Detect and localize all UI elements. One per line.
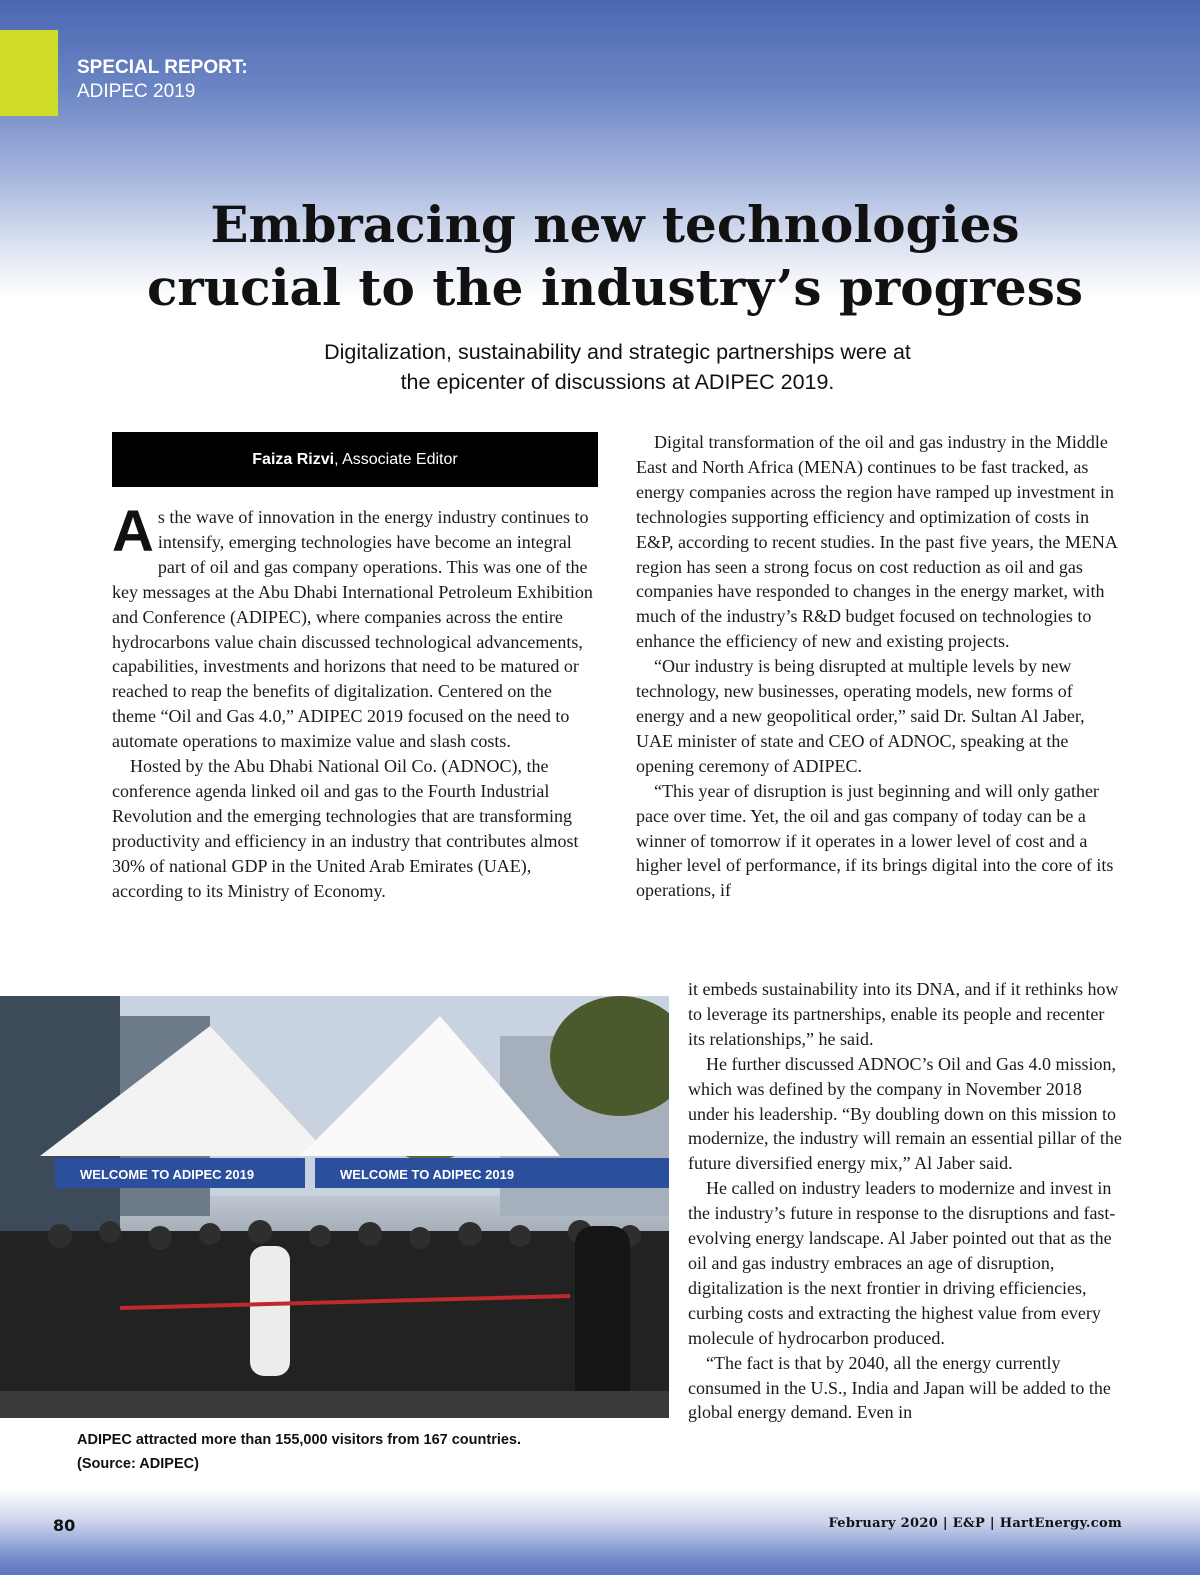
headline-line-2: crucial to the industry’s progress	[146, 258, 1084, 317]
paragraph: He further discussed ADNOC’s Oil and Gas 4.0 mission, which was defined by the company in November 2018 under his leadership. “By doubling down on this mission to modernize, the industry will remain an essential pillar of the future diversified energy mix,” Al Jaber said.	[688, 1053, 1122, 1174]
paragraph: it embeds sustainability into its DNA, and if it rethinks how to leverage its partnerships, enable its people and recenter its relationships,” he said.	[688, 979, 1119, 1049]
paragraph: “Our industry is being disrupted at multiple levels by new technology, new businesses, operating models, new forms of energy and a new geopolitical order,” said Dr. Sultan Al Jaber, UAE minister of state and CEO of ADNOC, speaking at the opening ceremony of ADIPEC.	[636, 656, 1085, 776]
section-label	[77, 56, 248, 104]
right-column-bottom	[688, 977, 1124, 1425]
issue-info: February 2020 | E&P | HartEnergy.com	[828, 1516, 1122, 1531]
paragraph: “This year of disruption is just beginning and will only gather pace over time. Yet, the oil and gas company of today can be a winner of tomorrow if it operates in a lower level of cost and a higher level of performance, if its brings digital into the core of its operations, if	[636, 780, 1114, 901]
paragraph	[112, 499, 600, 754]
ground	[0, 1391, 669, 1418]
section-name: ADIPEC 2019	[77, 81, 196, 102]
photo-caption	[77, 1428, 617, 1476]
subhead-line-1: Digitalization, sustainability and strategic partnerships were at	[324, 340, 911, 364]
paragraph: Digital transformation of the oil and gas industry in the Middle East and North Africa (MENA) continues to be fast tracked, as energy companies across the region have ramped up investment in technologies supporting efficiency and optimization of costs in E&P, according to recent studies. In the past five years, the MENA region has seen a strong focus on cost reduction as oil and gas companies have responded to changes in the energy market, with much of the industry’s R&D budget focused on technologies to enhance the efficiency of new and existing projects.	[636, 432, 1117, 652]
section-tab	[0, 30, 58, 116]
figure-walking	[575, 1226, 630, 1418]
author-title: , Associate Editor	[334, 450, 458, 468]
caption-text: ADIPEC attracted more than 155,000 visitors from 167 countries.	[77, 1432, 522, 1448]
figure-white-robe	[250, 1246, 290, 1376]
crowd	[0, 1231, 669, 1418]
photo-illustration	[0, 996, 669, 1418]
paragraph-text: s the wave of innovation in the energy industry continues to intensify, emerging technologies have become an integral part of oil and gas company operations. This was one of the key messages at the Abu Dhabi International Petroleum Exhibition and Conference (ADIPEC), where companies across the entire hydrocarbons value chain discussed technological advancements, capabilities, investments and horizons that need to be matured or reached to reap the benefits of digitalization. Centered on the theme “Oil and Gas 4.0,” ADIPEC 2019 focused on the need to automate operations to maximize value and slash costs.	[112, 507, 593, 752]
paragraph: “The fact is that by 2040, all the energy currently consumed in the U.S., India and Japan will be added to the global energy demand. Even in	[688, 1352, 1111, 1423]
right-column-top	[636, 430, 1124, 903]
welcome-banner-edge	[575, 1158, 669, 1188]
paragraph: He called on industry leaders to modernize and invest in the industry’s future in response to the disruptions and fast-evolving energy landscape. Al Jaber pointed out that as the oil and gas industry embraces an age of disruption, digitalization is the next frontier in driving efficiencies, curbing costs and extracting the highest value from every molecule of hydrocarbon produced.	[688, 1178, 1116, 1348]
banner-text-right: WELCOME TO ADIPEC 2019	[340, 1167, 515, 1182]
paragraph: Hosted by the Abu Dhabi National Oil Co. (ADNOC), the conference agenda linked oil and gas to the Fourth Industrial Revolution and the emerging technologies that are transforming productivity and efficiency in an industry that contributes almost 30% of national GDP in the United Arab Emirates (UAE), according to its Ministry of Economy.	[112, 756, 579, 901]
author-name: Faiza Rizvi	[252, 450, 335, 468]
headline-line-1: Embracing new technologies	[210, 195, 1020, 254]
article-headline	[60, 193, 1170, 319]
subhead-line-2: the epicenter of discussions at ADIPEC 2019.	[400, 370, 835, 394]
banner-text-left: WELCOME TO ADIPEC 2019	[80, 1167, 255, 1182]
caption-source: (Source: ADIPEC)	[77, 1456, 199, 1472]
event-photo	[0, 996, 669, 1418]
byline-bar	[112, 432, 598, 487]
page-number: 80	[53, 1516, 76, 1535]
footer-gradient	[0, 1490, 1200, 1575]
left-column	[112, 499, 600, 904]
drop-cap: A	[112, 499, 154, 564]
special-report-label: SPECIAL REPORT:	[77, 57, 248, 78]
article-subhead	[200, 337, 1035, 397]
